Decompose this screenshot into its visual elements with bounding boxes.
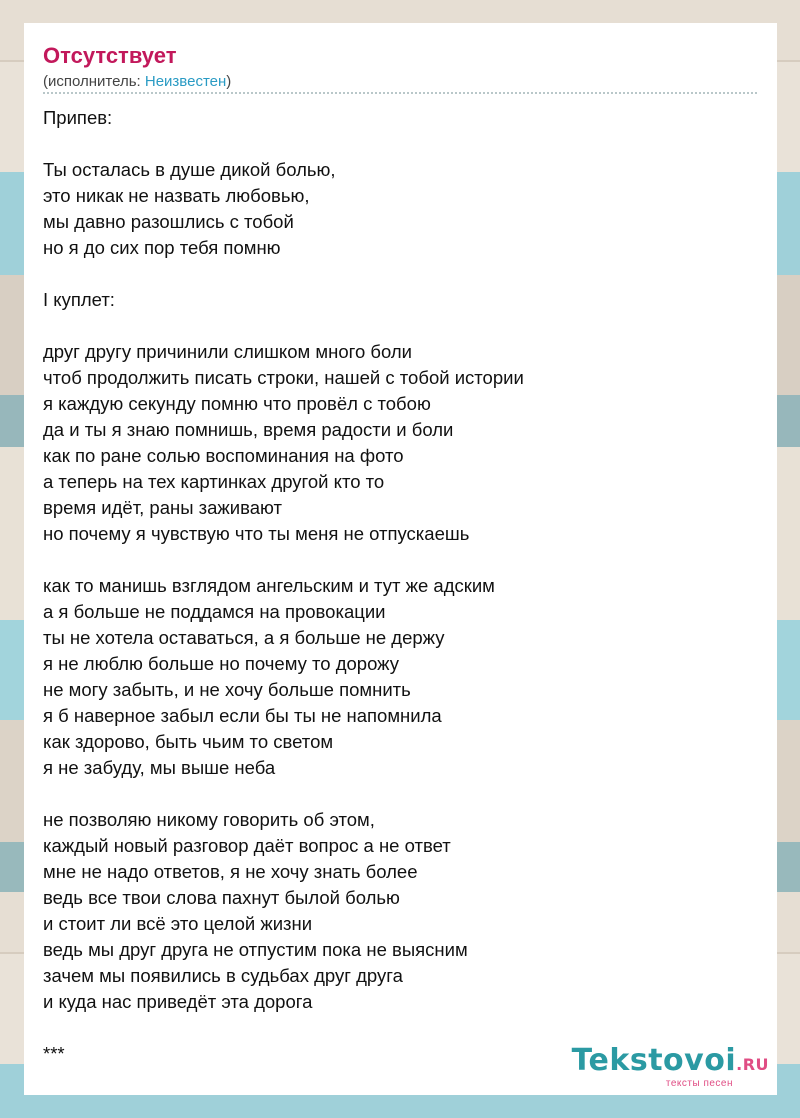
lyrics-line: чтоб продолжить писать строки, нашей с тобой истории (43, 367, 524, 388)
logo-tld: .RU (736, 1055, 769, 1074)
lyrics-line: я каждую секунду помню что провёл с тобою (43, 393, 431, 414)
lyrics-blank-line (43, 1015, 757, 1041)
lyrics-line: но почему я чувствую что ты меня не отпускаешь (43, 523, 470, 544)
lyrics-line: не позволяю никому говорить об этом, (43, 809, 375, 830)
lyrics-blank-line (43, 131, 757, 157)
lyrics-line: я не люблю больше но почему то дорожу (43, 653, 399, 674)
lyrics-line: ты не хотела оставаться, а я больше не держу (43, 627, 445, 648)
lyrics-line: я не забуду, мы выше неба (43, 757, 276, 778)
performer-suffix: ) (226, 73, 232, 90)
lyrics-line: как то манишь взглядом ангельским и тут же адским (43, 575, 495, 596)
lyrics-line: время идёт, раны заживают (43, 497, 282, 518)
lyrics-line: а я больше не поддамся на провокации (43, 601, 386, 622)
lyrics-text (43, 105, 757, 1067)
lyrics-line: да и ты я знаю помнишь, время радости и боли (43, 419, 454, 440)
performer-prefix: (исполнитель: (43, 73, 145, 90)
lyrics-sheet (24, 23, 777, 1095)
performer-line (43, 73, 231, 91)
lyrics-line: Ты осталась в душе дикой болью, (43, 159, 336, 180)
lyrics-line: каждый новый разговор даёт вопрос а не ответ (43, 835, 451, 856)
lyrics-line: но я до сих пор тебя помню (43, 237, 281, 258)
lyrics-blank-line (43, 261, 757, 287)
lyrics-line: друг другу причинили слишком много боли (43, 341, 412, 362)
lyrics-line: мне не надо ответов, я не хочу знать более (43, 861, 418, 882)
logo-name: Tekstovoi (571, 1043, 737, 1078)
lyrics-line: *** (43, 1043, 65, 1064)
lyrics-line: как по ране солью воспоминания на фото (43, 445, 404, 466)
lyrics-line: и стоит ли всё это целой жизни (43, 913, 313, 934)
song-title: Отсутствует (43, 43, 177, 68)
lyrics-line: ведь мы друг друга не отпустим пока не выясним (43, 939, 468, 960)
logo-tagline: тексты песен (665, 1078, 733, 1089)
lyrics-line: ведь все твои слова пахнут былой болью (43, 887, 400, 908)
lyrics-blank-line (43, 313, 757, 339)
lyrics-blank-line (43, 547, 757, 573)
lyrics-blank-line (43, 781, 757, 807)
lyrics-line: мы давно разошлись с тобой (43, 211, 294, 232)
lyrics-line: а теперь на тех картинках другой кто то (43, 471, 385, 492)
site-logo[interactable] (572, 1045, 769, 1089)
lyrics-line: I куплет: (43, 289, 115, 310)
lyrics-line: это никак не назвать любовью, (43, 185, 310, 206)
title-divider (43, 92, 757, 94)
lyrics-line: я б наверное забыл если бы ты не напомнила (43, 705, 442, 726)
logo-wordmark (572, 1045, 769, 1081)
lyrics-line: и куда нас приведёт эта дорога (43, 991, 313, 1012)
lyrics-line: зачем мы появились в судьбах друг друга (43, 965, 403, 986)
lyrics-line: Припев: (43, 107, 113, 128)
lyrics-line: не могу забыть, и не хочу больше помнить (43, 679, 411, 700)
artist-link[interactable]: Неизвестен (144, 73, 227, 90)
lyrics-line: как здорово, быть чьим то светом (43, 731, 334, 752)
